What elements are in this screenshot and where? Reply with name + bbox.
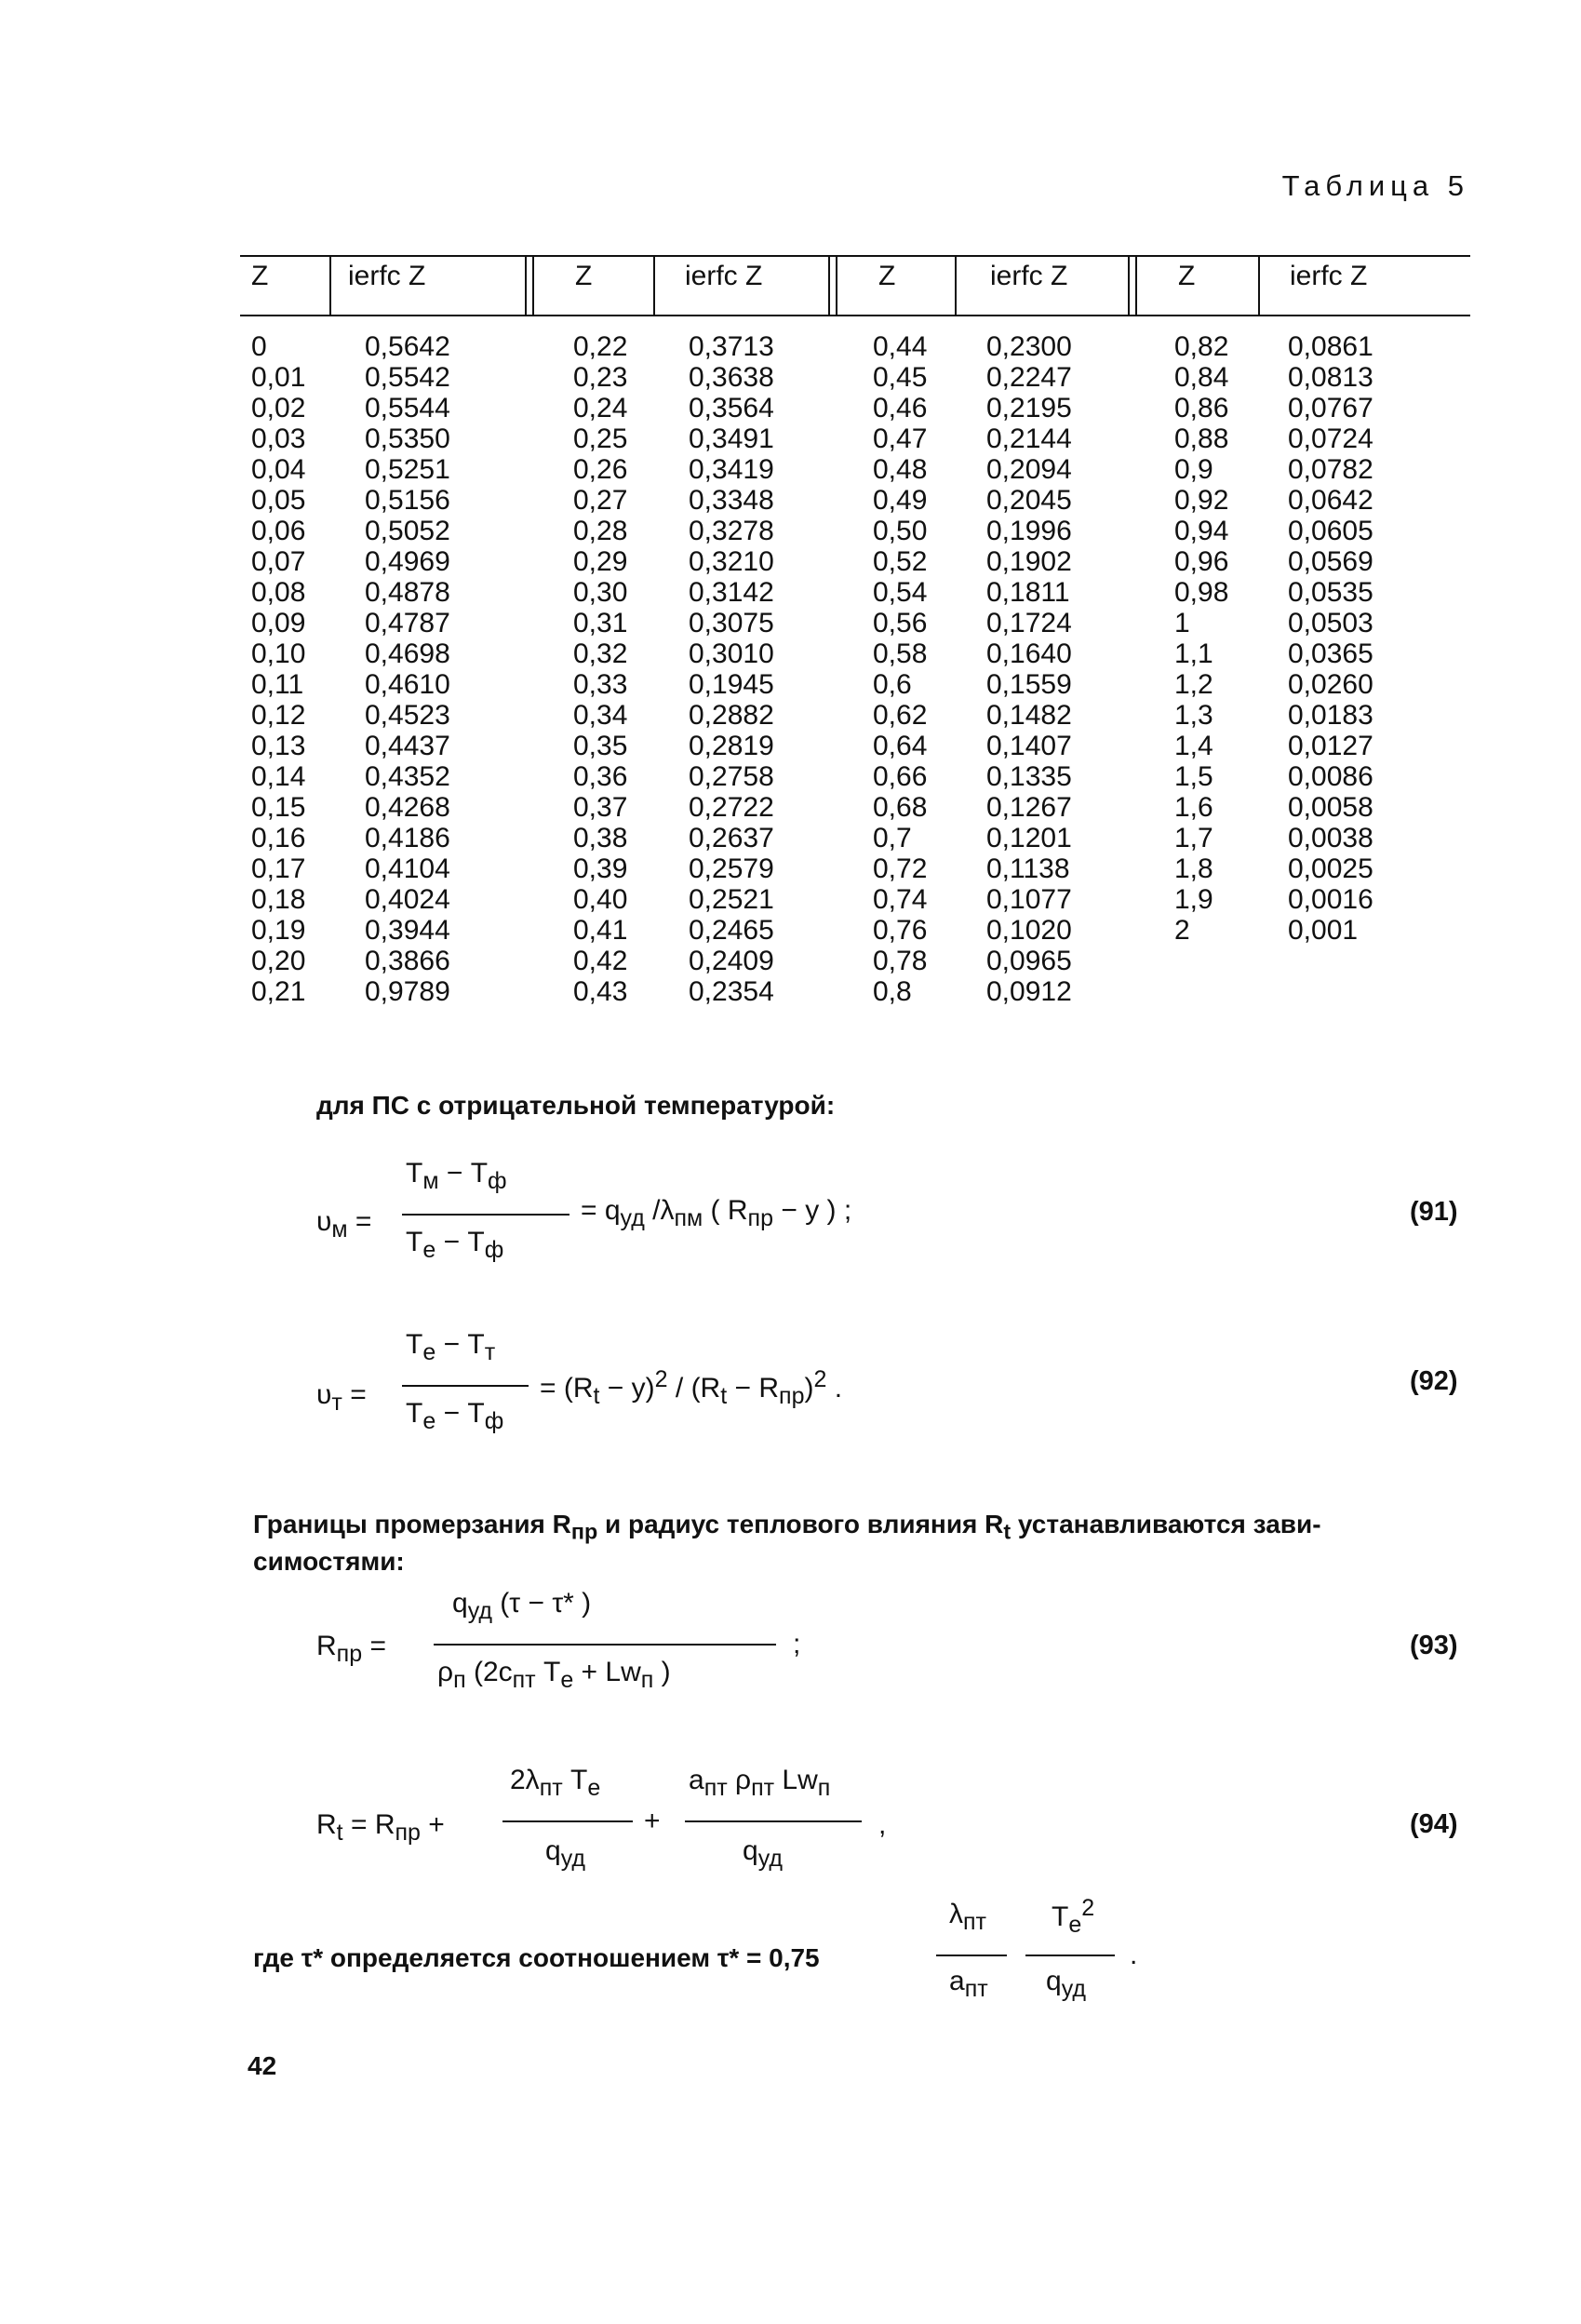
table-cell: 0,4698 xyxy=(365,638,450,669)
header-ierfc: ierfc Z xyxy=(348,261,426,291)
table-cell: 0,03 xyxy=(251,423,306,454)
table-cell: 0,41 xyxy=(573,915,628,946)
eq91-denominator: $Т_е - Т_ф$ xyxy=(406,1227,504,1263)
table-cell: 0,37 xyxy=(573,792,628,823)
table-cell: 0,3142 xyxy=(689,577,774,608)
table-vrule xyxy=(1258,255,1260,315)
table-cell: 0,01 xyxy=(251,362,306,393)
eq94-lhs: $R_t = R_{пр}$ + xyxy=(316,1809,445,1846)
table-cell: 0,08 xyxy=(251,577,306,608)
table-cell: 0,2354 xyxy=(689,976,774,1007)
table-cell: 0,07 xyxy=(251,546,306,577)
table-cell: 1,3 xyxy=(1174,700,1213,731)
table-cell: 0,4437 xyxy=(365,731,450,761)
where-fraction2-denominator: $q_{уд}$ xyxy=(1046,1966,1086,2002)
column-ierfc-4 xyxy=(1288,331,1373,946)
table-cell: 0,2579 xyxy=(689,853,774,884)
table-cell: 0,2094 xyxy=(986,454,1072,485)
table-cell: 0,84 xyxy=(1174,362,1229,393)
table-cell: 0,0503 xyxy=(1288,608,1373,638)
table-top-rule xyxy=(240,255,1470,257)
table-cell: 0,62 xyxy=(873,700,928,731)
table-cell: 0,4186 xyxy=(365,823,450,853)
table-cell: 0,31 xyxy=(573,608,628,638)
table-cell: 0,1902 xyxy=(986,546,1072,577)
table-cell: 0,16 xyxy=(251,823,306,853)
table-cell: 1,5 xyxy=(1174,761,1213,792)
paragraph-line-2: симостями: xyxy=(253,1547,405,1576)
table-cell: 0,2521 xyxy=(689,884,774,915)
table-cell: 1,1 xyxy=(1174,638,1213,669)
where-fraction1-bar xyxy=(936,1955,1007,1956)
table-cell: 0,33 xyxy=(573,669,628,700)
table-cell: 0,1945 xyxy=(689,669,774,700)
table-cell: 0,74 xyxy=(873,884,928,915)
column-z-3 xyxy=(873,331,927,1007)
table-cell: 1,8 xyxy=(1174,853,1213,884)
table-cell: 0,98 xyxy=(1174,577,1229,608)
table-cell: 0,68 xyxy=(873,792,928,823)
table-cell: 0,2045 xyxy=(986,485,1072,516)
table-vrule xyxy=(653,255,655,315)
table-cell: 0,94 xyxy=(1174,516,1229,546)
table-cell: 0,0724 xyxy=(1288,423,1373,454)
eq93-number: (93) xyxy=(1410,1631,1458,1660)
table-cell: 0,50 xyxy=(873,516,928,546)
eq92-fraction-bar xyxy=(402,1385,529,1387)
eq94-fraction2-denominator: $q_{уд}$ xyxy=(743,1835,783,1872)
table-cell: 0,5642 xyxy=(365,331,450,362)
table-cell: 0,22 xyxy=(573,331,628,362)
table-cell: 0,5542 xyxy=(365,362,450,393)
table-cell: 0,32 xyxy=(573,638,628,669)
table-cell: 0,3491 xyxy=(689,423,774,454)
eq91-lhs: $\upsilon_м$ = xyxy=(316,1206,372,1243)
table-cell: 0 xyxy=(251,331,267,362)
eq94-tail: , xyxy=(878,1809,887,1840)
eq91-numerator: $Т_м - Т_ф$ xyxy=(406,1158,507,1194)
table-cell: 0,0016 xyxy=(1288,884,1373,915)
table-cell: 0,26 xyxy=(573,454,628,485)
table-cell: 0,1724 xyxy=(986,608,1072,638)
table-cell: 0,4610 xyxy=(365,669,450,700)
table-cell: 0,3564 xyxy=(689,393,774,423)
table-cell: 0,3278 xyxy=(689,516,774,546)
table-cell: 0,17 xyxy=(251,853,306,884)
table-cell: 0,7 xyxy=(873,823,912,853)
table-cell: 0,1077 xyxy=(986,884,1072,915)
table-cell: 0,20 xyxy=(251,946,306,976)
column-ierfc-3 xyxy=(986,331,1072,1007)
table-cell: 0,13 xyxy=(251,731,306,761)
table-cell: 0,5544 xyxy=(365,393,450,423)
table-cell: 0,56 xyxy=(873,608,928,638)
table-cell: 0,8 xyxy=(873,976,912,1007)
table-cell: 0,4878 xyxy=(365,577,450,608)
table-cell: 0,2819 xyxy=(689,731,774,761)
eq93-denominator: $\rho_п$ ($2c_{пт}$ $T_е + Lw_п$ ) xyxy=(437,1657,671,1693)
table-cell: 0,43 xyxy=(573,976,628,1007)
header-z: Z xyxy=(1178,261,1196,291)
table-cell: 0,5350 xyxy=(365,423,450,454)
header-ierfc: ierfc Z xyxy=(685,261,763,291)
eq93-lhs: $R_{пр}$ = xyxy=(316,1631,386,1667)
eq91-fraction-bar xyxy=(402,1214,569,1216)
table-cell: 0,02 xyxy=(251,393,306,423)
table-cell: 0,5156 xyxy=(365,485,450,516)
table-cell: 0,1267 xyxy=(986,792,1072,823)
table-cell: 0,78 xyxy=(873,946,928,976)
eq92-lhs: $\upsilon_т$ = xyxy=(316,1379,367,1416)
table-cell: 0,36 xyxy=(573,761,628,792)
table-cell: 0,09 xyxy=(251,608,306,638)
header-ierfc: ierfc Z xyxy=(1290,261,1368,291)
intro-text: для ПС с отрицательной температурой: xyxy=(316,1091,836,1120)
table-cell: 0,27 xyxy=(573,485,628,516)
table-cell: 0,5251 xyxy=(365,454,450,485)
table-cell: 0,001 xyxy=(1288,915,1359,946)
table-cell: 0,1335 xyxy=(986,761,1072,792)
table-cell: 0,0038 xyxy=(1288,823,1373,853)
table-cell: 0,21 xyxy=(251,976,306,1007)
table-cell: 0,25 xyxy=(573,423,628,454)
table-cell: 0,0365 xyxy=(1288,638,1373,669)
table-cell: 0,5052 xyxy=(365,516,450,546)
table-cell: 0,0912 xyxy=(986,976,1072,1007)
column-ierfc-2 xyxy=(689,331,774,1007)
table-cell: 0,4787 xyxy=(365,608,450,638)
table-cell: 0,0025 xyxy=(1288,853,1373,884)
header-z: Z xyxy=(251,261,269,291)
eq94-number: (94) xyxy=(1410,1809,1458,1839)
table-cell: 0,42 xyxy=(573,946,628,976)
table-cell: 0,1201 xyxy=(986,823,1072,853)
table-cell: 0,19 xyxy=(251,915,306,946)
eq94-fraction1-bar xyxy=(502,1820,633,1822)
table-cell: 0,0767 xyxy=(1288,393,1373,423)
table-cell: 0,66 xyxy=(873,761,928,792)
table-cell: 0,4352 xyxy=(365,761,450,792)
table-cell: 0,44 xyxy=(873,331,928,362)
table-cell: 2 xyxy=(1174,915,1190,946)
table-cell: 0,3419 xyxy=(689,454,774,485)
where-text: где τ* определяется соотношением τ* = 0,75 xyxy=(253,1943,820,1972)
table-cell: 0,2195 xyxy=(986,393,1072,423)
table-cell: 0,11 xyxy=(251,669,304,700)
table-cell: 0,76 xyxy=(873,915,928,946)
table-caption: Таблица 5 xyxy=(1281,169,1469,202)
table-cell: 0,40 xyxy=(573,884,628,915)
header-z: Z xyxy=(878,261,896,291)
eq92-numerator: $Т_е - Т_т$ xyxy=(406,1329,496,1365)
eq94-fraction2-numerator: $a_{пт}$ $\rho_{пт}$ $Lw_п$ xyxy=(689,1765,831,1801)
where-fraction1-denominator: $a_{пт}$ xyxy=(949,1966,988,2002)
eq94-fraction2-bar xyxy=(685,1820,862,1822)
table-cell: 0,0535 xyxy=(1288,577,1373,608)
table-cell: 0,0782 xyxy=(1288,454,1373,485)
table-cell: 0,1811 xyxy=(986,577,1070,608)
table-cell: 0,0813 xyxy=(1288,362,1373,393)
table-cell: 0,14 xyxy=(251,761,306,792)
table-cell: 0,9789 xyxy=(365,976,450,1007)
column-z-2 xyxy=(573,331,627,1007)
table-cell: 1,6 xyxy=(1174,792,1213,823)
table-cell: 0,0569 xyxy=(1288,546,1373,577)
table-cell: 1 xyxy=(1174,608,1190,638)
table-double-vrule xyxy=(525,255,534,315)
table-cell: 1,9 xyxy=(1174,884,1213,915)
table-cell: 0,10 xyxy=(251,638,306,669)
header-ierfc: ierfc Z xyxy=(990,261,1068,291)
table-cell: 0,1020 xyxy=(986,915,1072,946)
eq94-plus: + xyxy=(644,1806,661,1836)
where-tail: . xyxy=(1130,1940,1138,1970)
table-cell: 0,4104 xyxy=(365,853,450,884)
table-cell: 0,52 xyxy=(873,546,928,577)
table-cell: 0,0605 xyxy=(1288,516,1373,546)
table-vrule xyxy=(955,255,957,315)
table-cell: 0,1996 xyxy=(986,516,1072,546)
page-number: 42 xyxy=(248,2051,277,2080)
eq92-rhs: = $(R_t - y)^2 / (R_t - R_{пр})^2$ . xyxy=(540,1366,843,1409)
table-cell: 0,38 xyxy=(573,823,628,853)
table-cell: 0,18 xyxy=(251,884,306,915)
table-vrule xyxy=(329,255,331,315)
table-cell: 0,1482 xyxy=(986,700,1072,731)
table-cell: 0,23 xyxy=(573,362,628,393)
table-cell: 0,3944 xyxy=(365,915,450,946)
table-cell: 0,2409 xyxy=(689,946,774,976)
table-cell: 0,4523 xyxy=(365,700,450,731)
table-cell: 0,24 xyxy=(573,393,628,423)
table-cell: 0,2882 xyxy=(689,700,774,731)
table-cell: 0,46 xyxy=(873,393,928,423)
table-double-vrule xyxy=(1128,255,1137,315)
table-cell: 0,45 xyxy=(873,362,928,393)
table-cell: 0,2722 xyxy=(689,792,774,823)
table-cell: 0,3348 xyxy=(689,485,774,516)
table-cell: 0,34 xyxy=(573,700,628,731)
table-cell: 1,4 xyxy=(1174,731,1213,761)
table-cell: 0,9 xyxy=(1174,454,1213,485)
table-cell: 0,92 xyxy=(1174,485,1229,516)
eq91-rhs: = $q_{уд}$ $/\lambda_{пм}$ ( $R_{пр} - y$ ) ; xyxy=(581,1195,852,1231)
table-cell: 0,3010 xyxy=(689,638,774,669)
table-cell: 0,06 xyxy=(251,516,306,546)
table-cell: 1,7 xyxy=(1174,823,1213,853)
table-cell: 0,30 xyxy=(573,577,628,608)
table-cell: 0,47 xyxy=(873,423,928,454)
table-cell: 0,0260 xyxy=(1288,669,1373,700)
table-cell: 0,2247 xyxy=(986,362,1072,393)
table-cell: 0,0086 xyxy=(1288,761,1373,792)
table-header-rule xyxy=(240,315,1470,316)
table-cell: 0,0058 xyxy=(1288,792,1373,823)
eq91-number: (91) xyxy=(1410,1197,1458,1227)
table-cell: 0,3075 xyxy=(689,608,774,638)
column-ierfc-1 xyxy=(365,331,450,1007)
table-cell: 0,0642 xyxy=(1288,485,1373,516)
table-cell: 0,88 xyxy=(1174,423,1229,454)
table-cell: 1,2 xyxy=(1174,669,1213,700)
where-fraction2-numerator: $T_е^2$ xyxy=(1052,1895,1095,1938)
where-fraction2-bar xyxy=(1025,1955,1115,1956)
table-cell: 0,0965 xyxy=(986,946,1072,976)
table-cell: 0,29 xyxy=(573,546,628,577)
table-cell: 0,54 xyxy=(873,577,928,608)
table-cell: 0,0183 xyxy=(1288,700,1373,731)
table-cell: 0,4268 xyxy=(365,792,450,823)
table-cell: 0,0861 xyxy=(1288,331,1373,362)
table-cell: 0,28 xyxy=(573,516,628,546)
table-cell: 0,4969 xyxy=(365,546,450,577)
table-cell: 0,35 xyxy=(573,731,628,761)
column-z-4 xyxy=(1174,331,1228,946)
table-cell: 0,3638 xyxy=(689,362,774,393)
table-cell: 0,05 xyxy=(251,485,306,516)
paragraph-line-1: Границы промерзания $R_{пр}$ и радиус теплового влияния $R_t$ устанавливаются зави- xyxy=(253,1510,1321,1544)
table-cell: 0,64 xyxy=(873,731,928,761)
table-cell: 0,1138 xyxy=(986,853,1070,884)
table-cell: 0,1559 xyxy=(986,669,1072,700)
column-z-1 xyxy=(251,331,305,1007)
table-cell: 0,1407 xyxy=(986,731,1072,761)
table-cell: 0,3713 xyxy=(689,331,774,362)
table-cell: 0,2758 xyxy=(689,761,774,792)
table-cell: 0,39 xyxy=(573,853,628,884)
table-cell: 0,4024 xyxy=(365,884,450,915)
table-cell: 0,48 xyxy=(873,454,928,485)
eq92-number: (92) xyxy=(1410,1366,1458,1396)
table-cell: 0,04 xyxy=(251,454,306,485)
table-cell: 0,82 xyxy=(1174,331,1229,362)
table-cell: 0,72 xyxy=(873,853,928,884)
table-cell: 0,3866 xyxy=(365,946,450,976)
table-cell: 0,49 xyxy=(873,485,928,516)
table-cell: 0,2637 xyxy=(689,823,774,853)
eq93-fraction-bar xyxy=(434,1644,776,1646)
table-cell: 0,96 xyxy=(1174,546,1229,577)
table-cell: 0,12 xyxy=(251,700,306,731)
table-cell: 0,2144 xyxy=(986,423,1072,454)
eq93-numerator: $q_{уд}$ (τ − τ* ) xyxy=(452,1588,592,1624)
table-cell: 0,58 xyxy=(873,638,928,669)
table-cell: 0,86 xyxy=(1174,393,1229,423)
table-cell: 0,2465 xyxy=(689,915,774,946)
eq92-denominator: $Т_е - Т_ф$ xyxy=(406,1398,504,1434)
eq94-fraction1-numerator: $2\lambda_{пт}$ $T_е$ xyxy=(510,1765,601,1801)
where-fraction1-numerator: $\lambda_{пт}$ xyxy=(949,1899,986,1935)
eq93-tail: ; xyxy=(793,1629,801,1659)
header-z: Z xyxy=(575,261,593,291)
table-cell: 0,1640 xyxy=(986,638,1072,669)
table-double-vrule xyxy=(828,255,837,315)
table-cell: 0,3210 xyxy=(689,546,774,577)
table-cell: 0,6 xyxy=(873,669,912,700)
table-cell: 0,2300 xyxy=(986,331,1072,362)
table-cell: 0,15 xyxy=(251,792,306,823)
table-cell: 0,0127 xyxy=(1288,731,1373,761)
eq94-fraction1-denominator: $q_{уд}$ xyxy=(545,1835,585,1872)
